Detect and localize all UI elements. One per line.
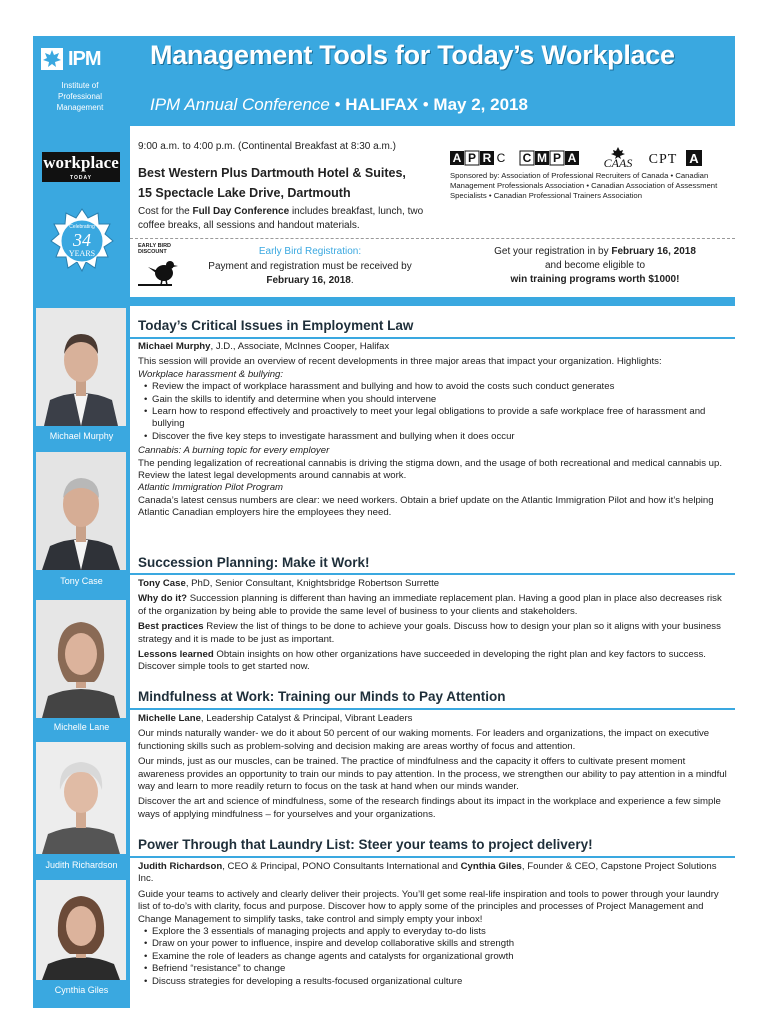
svg-text:R: R [482,151,492,165]
list-item: • Explore the 3 essentials of managing projects and apply to everyday to-do lists [144,926,730,938]
svg-text:A: A [689,151,699,166]
subheading: Atlantic Immigration Pilot Program [138,482,284,494]
early-bird-title: Early Bird Registration: [258,246,362,257]
para-label: Why do it? [138,593,188,605]
speaker-name-michelle-lane: Michelle Lane [53,722,110,732]
separator: • [418,95,434,114]
speaker-name: Michael Murphy [138,341,211,352]
speaker-name-tony-case: Tony Case [60,576,103,586]
speaker-title: , Founder & CEO, Capstone Project Solutions Inc. [138,861,717,885]
bird-icon [138,255,190,288]
speaker-photo-cynthia-giles [36,880,126,980]
early-bird-icon [138,243,190,288]
section-body-succession [138,578,730,677]
speaker-photo-tony-case [36,452,126,570]
section-body-laundry-list [138,861,730,990]
list-item: • Examine the role of leaders as change agents and catalysts for organizational growth [144,951,730,963]
speaker-name-cynthia-giles: Cynthia Giles [54,985,109,995]
para-label: Lessons learned [138,649,214,661]
svg-text:C: C [496,151,506,165]
early-bird-body-text: Payment and registration must be received by [208,261,412,272]
speaker-name: Cynthia Giles [460,861,522,872]
cpta-logo [649,150,702,167]
event-name: IPM Annual Conference [150,95,330,114]
speaker-photo-judith-richardson [36,742,126,854]
event-date: May 2, 2018 [433,95,528,114]
early-bird-body [192,260,428,288]
list-item: • Learn how to respond effectively and proactively to meet your legal obligations to provide a safe workplace free of harassment and bullying [144,406,730,431]
section-rule [130,708,735,710]
reg-line1-date: February 16, 2018 [611,246,696,257]
para-label: Best practices [138,621,204,633]
paragraph: Obtain insights on how other organizations have succeeded in developing the right plan and key factors to success. Discover simple tools to get started now. [138,649,706,673]
section-body-mindfulness [138,713,730,824]
paragraph: The pending legalization of recreational cannabis is driving the stigma down, and the usage of both recreational and medical cannabis up. Review the latest legal developments around cannabis at work. [138,457,722,482]
speaker-name: Judith Richardson [138,861,223,872]
early-bird-date-suffix: . [350,275,354,286]
workplace-logo [42,152,120,182]
badge-number: 34 [73,230,91,250]
section-body-employment-law [138,341,730,523]
speaker-title: , PhD, Senior Consultant, Knightsbridge Robertson Surrette [185,578,440,589]
speaker-title: , Leadership Catalyst & Principal, Vibrant Leaders [200,713,413,724]
cost-pre: Cost for the [138,206,193,217]
section-rule [130,856,735,858]
badge-top: Celebrating [69,224,95,230]
event-subtitle [150,95,528,115]
svg-text:CPT: CPT [648,152,678,167]
section-rule [130,337,735,339]
speaker-title: , CEO & Principal, PONO Consultants International and [222,861,461,872]
paragraph: Discover the art and science of mindfulness, some of the research findings about its impact in the workplace and experience a few simple ways of applying mindfulness – for yourselves and your organizations. [138,796,721,820]
list-item: • Gain the skills to identify and determine when you should intervene [144,394,730,406]
paragraph: Guide your teams to actively and clearly deliver their projects. You’ll get some real-life inspiration and tools to power through your laundry list of to-do’s with clarity, focus and purpose. Discover how to apply some of the principles and processes of Project Management and Change Management to simplify tasks, take control and simply empty your inbox! [138,888,719,925]
anniversary-badge [50,208,114,272]
cost-info [138,205,438,233]
venue-line-2: 15 Spectacle Lake Drive, Dartmouth [138,186,351,200]
reg-line3: win training programs worth $1000! [510,274,680,285]
svg-text:C: C [522,151,532,165]
list-item: • Discuss strategies for developing a results-focused organizational culture [144,976,730,988]
svg-text:P: P [552,151,562,165]
section-title-laundry-list: Power Through that Laundry List: Steer your teams to project delivery! [138,837,593,852]
list-item: • Draw on your power to influence, inspire and develop collaborative skills and strength [144,938,730,950]
speaker-name-michael-murphy: Michael Murphy [49,431,114,441]
paragraph: Our minds, just as our muscles, can be trained. The practice of mindfulness and the capacity it offers to cultivate present moment awareness provides an opportunity to train our minds to pay attention. In the process, we strengthen our ability to pay attention in a mindful way and learn to more readily return to focus on the task at hand when our minds wander. [138,756,727,793]
speaker-photo-michael-murphy [36,308,126,426]
intro-text: This session will provide an overview of recent developments in three major areas that impact your organization. Highlights: [138,356,662,368]
workplace-logo-sub: TODAY [70,175,92,181]
paragraph: Review the list of things to be done to achieve your goals. Discuss how to design your plan so it aligns with your business strategy and it is made to be just as important. [138,621,721,645]
subheading: Cannabis: A burning topic for every employer [138,445,330,457]
svg-text:A: A [567,151,577,165]
svg-text:A: A [452,151,462,165]
workplace-logo-name: workplace [43,153,119,172]
early-bird-label-1: EARLY BIRD [138,243,172,249]
event-time: 9:00 a.m. to 4:00 p.m. (Continental Breakfast at 8:30 a.m.) [138,141,396,152]
sponsors-text: Sponsored by: Association of Professional Recruiters of Canada • Canadian Management Professionals Association • Canadian Association of Assessment Specialists • Canadian Professional Trainers Association [450,171,718,200]
page-title: Management Tools for Today’s Workplace [150,40,675,70]
early-bird-label-2: DISCOUNT [138,249,167,255]
logo-text: IPM [68,47,101,70]
list-item: • Review the impact of workplace harassment and bullying and how to avoid the costs such conduct generates [144,381,730,393]
reg-line1-pre: Get your registration in by [494,246,612,257]
speaker-name: Tony Case [138,578,186,589]
list-item: • Discover the five key steps to investigate harassment and bullying when it does occur [144,431,730,443]
subheading: Workplace harassment & bullying: [138,368,284,380]
svg-text:M: M [537,151,547,165]
speaker-name: Michelle Lane [138,713,201,724]
cmpa-logo [520,151,579,165]
svg-text:P: P [467,151,477,165]
bullet-list [144,926,730,988]
paragraph: Succession planning is different than having an immediate replacement plan. Having a good plan in place also decreases risk of the organization by being able to provide the same level of business to your clients and stakeholders. [138,593,722,617]
cost-post: includes breakfast, lunch, two coffee breaks, all sessions and handout materials. [138,206,424,231]
event-venue [138,163,406,203]
sponsor-logos [450,145,730,167]
event-city: HALIFAX [345,95,419,114]
ipm-logo [40,44,124,74]
paragraph: Our minds naturally wander- we do it about 50 percent of our waking moments. For leaders and organizations, the impact on executive functioning skills such as problem-solving and decision making are areas worthy of focus and attention. [138,728,710,752]
bullet-list [144,381,730,443]
early-bird-date: February 16, 2018 [266,275,351,286]
speaker-name-judith-richardson: Judith Richardson [45,860,118,870]
separator: • [329,95,346,114]
svg-text:CAAS: CAAS [603,156,633,167]
org-name: Institute of Professional Management [56,81,104,112]
section-title-succession: Succession Planning: Make it Work! [138,555,370,570]
aprc-logo [450,151,506,165]
list-item: • Befriend “resistance” to change [144,963,730,975]
cost-bold: Full Day Conference [192,206,290,217]
section-rule [130,573,735,575]
badge-label: YEARS [68,249,96,258]
paragraph: Canada’s latest census numbers are clear: we need workers. Obtain a brief update on the Atlantic Immigration Pilot and how it’s helping Atlantic Canadian employers hire the employees they need. [138,494,714,519]
maple-leaf-icon [40,47,64,71]
speaker-title: , J.D., Associate, McInnes Cooper, Halifax [210,341,390,352]
registration-promo [455,245,735,287]
reg-line2: and become eligible to [544,260,646,271]
caas-logo [604,147,633,167]
section-title-employment-law: Today’s Critical Issues in Employment Law [138,318,414,333]
venue-line-1: Best Western Plus Dartmouth Hotel & Suites, [138,166,406,180]
speaker-photo-michelle-lane [36,600,126,718]
divider [130,238,735,239]
section-bar [130,297,735,306]
section-title-mindfulness: Mindfulness at Work: Training our Minds to Pay Attention [138,689,506,704]
